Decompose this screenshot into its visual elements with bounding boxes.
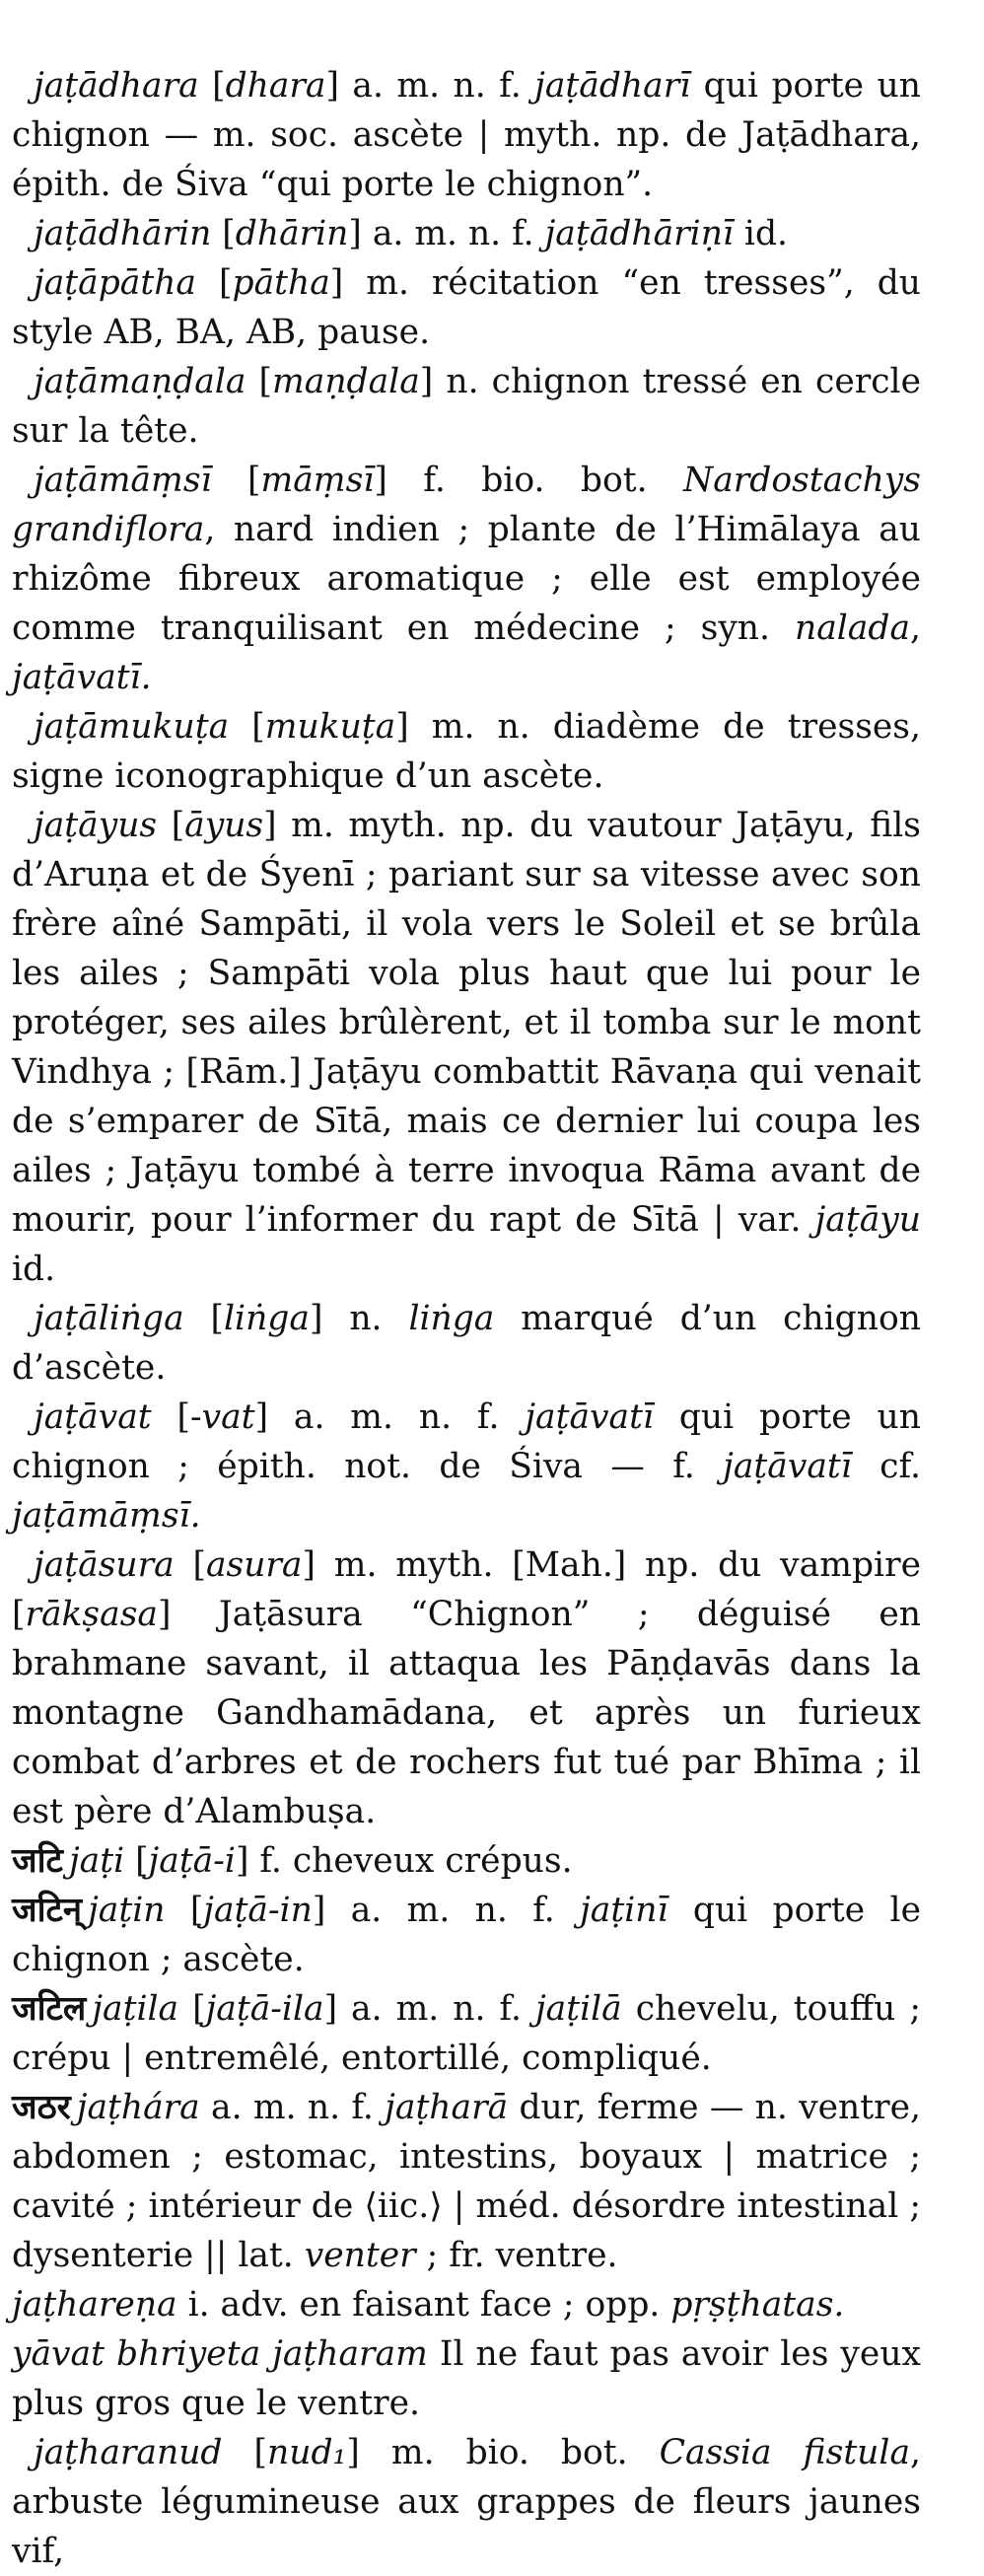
entry-text: ] m. récitation “en tresses”, du style AB, BA, AB, pause. — [12, 263, 921, 352]
dictionary-entry-jatadhara — [12, 61, 921, 209]
italic-term: jaṭāvat — [34, 1397, 152, 1437]
dictionary-entry-jatalinga — [12, 1294, 921, 1393]
devanagari-headword: जटिल — [12, 1989, 87, 2029]
entry-text: [ — [196, 263, 233, 303]
italic-term: māṃsī — [260, 461, 375, 500]
entry-text: i. adv. en faisant face ; opp. — [176, 2285, 671, 2325]
italic-term: jaṭāmaṇḍala — [34, 362, 246, 401]
entry-text: [ — [211, 461, 261, 500]
entry-text: [ — [124, 1841, 149, 1881]
italic-term: pṛṣṭhatas. — [670, 2285, 845, 2325]
entry-text: qui porte le chignon ; ascète. — [12, 1891, 921, 1979]
entry-text: ] f. bio. bot. — [374, 461, 683, 500]
entry-text: ] m. myth. [Mah.] np. du vampire [ — [12, 1545, 921, 1634]
entry-text: ] a. m. n. f. — [325, 66, 535, 106]
dictionary-entry-jatila — [12, 1984, 921, 2083]
italic-term: jaṭinī — [580, 1891, 668, 1930]
entry-text: marqué d’un chignon d’ascète. — [12, 1299, 921, 1388]
entry-text: ] a. m. n. f. — [312, 1891, 581, 1930]
italic-term: jaṭāvatī — [525, 1397, 654, 1437]
italic-term: dhara — [225, 66, 326, 106]
italic-term: jaṭilā — [534, 1989, 622, 2029]
entry-text: cf. — [851, 1447, 921, 1486]
dictionary-entry-jatharena — [12, 2280, 921, 2329]
dictionary-entry-jathara — [12, 2083, 921, 2280]
italic-term: jaṭāyu — [814, 1200, 921, 1240]
italic-term: jaṭā-in — [203, 1891, 313, 1930]
entry-text: [ — [246, 362, 273, 401]
italic-term: jaṭāliṅga — [34, 1299, 184, 1338]
italic-term: jaṭila — [92, 1989, 179, 2029]
entry-text: id. — [733, 214, 789, 253]
italic-term: Cassia fistula — [659, 2433, 911, 2472]
entry-text: , nard indien ; plante de l’Himālaya au rhizôme fibreux aromatique ; elle est employée comme tranquilisant en médecine ; syn. — [12, 510, 921, 648]
entry-text: qui porte un chignon ; épith. not. de Śiva — f. — [12, 1397, 921, 1486]
entry-text: ] n. — [309, 1299, 409, 1338]
italic-term: jaṭā-i — [148, 1841, 236, 1881]
italic-term: nalada — [794, 608, 911, 648]
devanagari-headword: जटि — [12, 1841, 63, 1881]
entry-text: [ — [222, 2433, 268, 2472]
devanagari-headword: जटिन् — [12, 1891, 83, 1930]
entry-text: ] a. m. n. f. — [348, 214, 545, 253]
entry-text: [ — [174, 1545, 206, 1585]
entry-text: dur, ferme — n. ventre, abdomen ; estomac, intestins, boyaux | matrice ; cavité ; intérieur de ⟨iic.⟩ | méd. désordre intestinal ; dysenterie || lat. — [12, 2088, 921, 2275]
italic-term: jaṭādhārin — [34, 214, 212, 253]
italic-term: jaṭharanud — [34, 2433, 223, 2472]
entry-text: ; fr. ventre. — [415, 2236, 618, 2275]
entry-text: a. m. n. f. — [199, 2088, 386, 2127]
italic-term: jaṭi — [68, 1841, 125, 1881]
entry-text: , — [910, 608, 921, 648]
italic-term: jaṭhára — [76, 2088, 200, 2127]
dictionary-entry-jatadharin — [12, 209, 921, 258]
entry-text: ] a. m. n. f. — [323, 1989, 535, 2029]
italic-term: jaṭhareṇa — [12, 2285, 177, 2325]
entry-text: , arbuste légumineuse aux grappes de fleurs jaunes vif, — [12, 2433, 921, 2571]
italic-term: jaṭādhara — [34, 66, 199, 106]
italic-term: jaṭāyus — [34, 806, 158, 845]
entry-text: ] m. n. diadème de tresses, signe iconographique d’un ascète. — [12, 707, 921, 796]
italic-term: jaṭā-ila — [205, 1989, 324, 2029]
italic-term: yāvat bhriyeta jaṭharam — [12, 2334, 428, 2374]
entry-text: ] Jaṭāsura “Chignon” ; déguisé en brahmane savant, il attaqua les Pāṇḍavās dans la montagne Gandhamādana, et après un furieux combat d’arbres et de rochers fut tué par Bhīma ; il est père d’Alambuṣa. — [12, 1595, 921, 1831]
entry-text: chevelu, touffu ; crépu | entremêlé, entortillé, compliqué. — [12, 1989, 922, 2078]
dictionary-entry-jatamandala — [12, 357, 921, 456]
dictionary-entry-jatapatha — [12, 258, 921, 357]
entry-text: ] n. chignon tressé en cercle sur la tête. — [12, 362, 921, 451]
dictionary-entry-jatin — [12, 1886, 921, 1984]
dictionary-entry-yavat — [12, 2329, 921, 2428]
entry-text: ] m. myth. np. du vautour Jaṭāyu, fils d’Aruṇa et de Śyenī ; pariant sur sa vitesse avec son frère aîné Sampāti, il vola vers le Soleil et se brûla les ailes ; Sampāti vola plus haut que lui pour le protéger, ses ailes brûlèrent, et il tomba sur le mont Vindhya ; [Rām.] Jaṭāyu combattit Rāvaṇa qui venait de s’emparer de Sītā, mais ce dernier lui coupa les ailes ; Jaṭāyu tombé à terre invoqua Rāma avant de mourir, pour l’informer du rapt de Sītā | var. — [12, 806, 921, 1240]
italic-term: jaṭāmāṃsī. — [12, 1496, 201, 1536]
dictionary-entry-jatasura — [12, 1540, 921, 1836]
italic-term: jaṭāsura — [34, 1545, 175, 1585]
entry-text: [ — [229, 707, 265, 747]
italic-term: jaṭharā — [385, 2088, 509, 2127]
entry-text: id. — [12, 1250, 56, 1289]
italic-term: liṅga — [224, 1299, 310, 1338]
devanagari-headword: जठर — [12, 2088, 71, 2127]
italic-term: pātha — [232, 263, 330, 303]
italic-term: jaṭādharī — [534, 66, 691, 106]
entry-text: ] a. m. n. f. — [254, 1397, 526, 1437]
italic-term: rākṣasa — [25, 1595, 158, 1634]
italic-term: jaṭāvatī — [723, 1447, 852, 1486]
entry-text: [ — [211, 214, 236, 253]
italic-term: dhārin — [235, 214, 349, 253]
entry-text: ] f. cheveux crépus. — [235, 1841, 573, 1881]
italic-term: jaṭāvatī. — [12, 658, 152, 697]
italic-term: liṅga — [408, 1299, 495, 1338]
italic-term: jaṭin — [88, 1891, 166, 1930]
italic-term: asura — [205, 1545, 303, 1585]
entry-text: [ — [178, 1989, 206, 2029]
italic-term: jaṭāmāṃsī — [34, 461, 212, 500]
entry-text: [ — [157, 806, 185, 845]
entry-text: [ — [183, 1299, 225, 1338]
entry-text: [ — [198, 66, 226, 106]
italic-term: vat — [201, 1397, 255, 1437]
dictionary-entry-jatavat — [12, 1393, 921, 1540]
italic-term: venter — [304, 2236, 416, 2275]
italic-term: maṇḍala — [272, 362, 420, 401]
italic-term: jaṭāpātha — [34, 263, 197, 303]
italic-term: Nardostachys grandiflora — [12, 461, 921, 549]
entry-text: [- — [151, 1397, 202, 1437]
entry-text: [ — [165, 1891, 204, 1930]
dictionary-entry-jatamukuta — [12, 702, 921, 801]
dictionary-entry-jatamamsi — [12, 456, 921, 702]
entry-text: ] m. bio. bot. — [346, 2433, 660, 2472]
italic-term: nud₁ — [267, 2433, 347, 2472]
dictionary-entry-jatayus — [12, 801, 921, 1294]
italic-term: jaṭādhāriṇī — [544, 214, 734, 253]
dictionary-entry-jatharanud — [12, 2428, 921, 2576]
italic-term: jaṭāmukuṭa — [34, 707, 230, 747]
entry-text: qui porte un chignon — m. soc. ascète | myth. np. de Jaṭādhara, épith. de Śiva “qui porte le chignon”. — [12, 66, 921, 204]
dictionary-entry-jati — [12, 1836, 921, 1886]
entry-text: Il ne faut pas avoir les yeux plus gros que le ventre. — [12, 2334, 921, 2423]
italic-term: mukuṭa — [264, 707, 396, 747]
italic-term: āyus — [184, 806, 264, 845]
